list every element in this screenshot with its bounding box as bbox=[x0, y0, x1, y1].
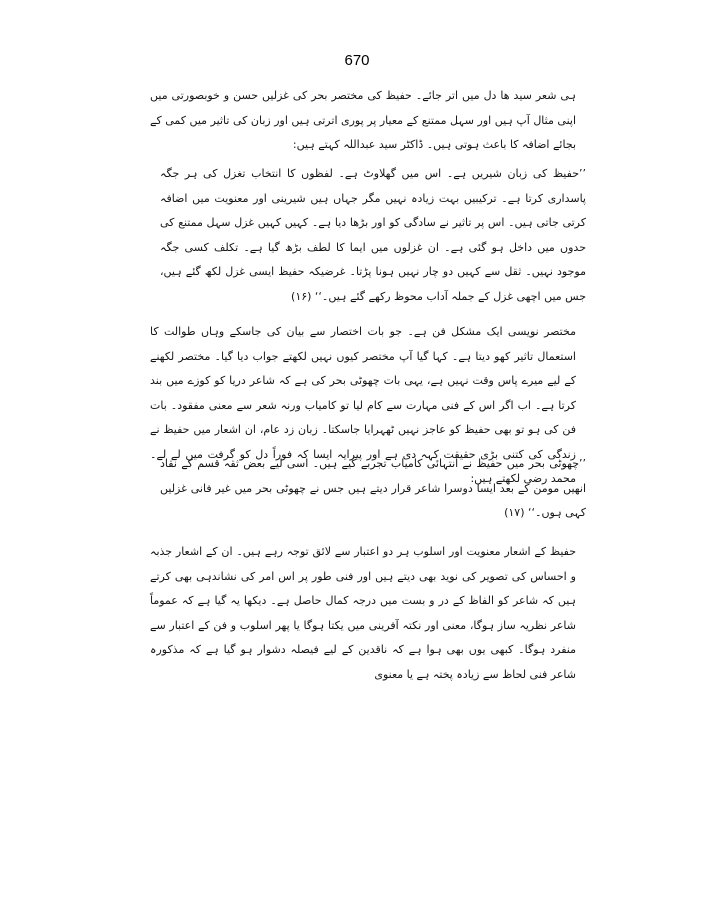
block-quote-2 bbox=[150, 452, 598, 526]
page-number: 670 bbox=[344, 52, 370, 69]
paragraph-text: حفیظ کے اشعار معنویت اور اسلوب ہر دو اعتبار سے لائق توجہ رہے ہیں۔ ان کے اشعار جذبہ و احساس کی تصویر کی نوید بھی دیتے ہیں اور فنی طور پر اس امر کی نشاندہی بھی کرتے ہیں کہ شاعر کو الفاظ کے در و بست میں درجہ کمال حاصل ہے۔ دیکھا یہ گیا ہے کہ عموماً شاعر نظریہ ساز ہوگا، معنی اور نکتہ آفرینی میں یکتا ہوگا یا پھر اسلوب و فن کے اعتبار سے منفرد ہوگا۔ کبھی یوں بھی ہوا ہے کہ ناقدین کے لیے فیصلہ دشوار ہو گیا ہے کہ مذکورہ شاعر فنی لحاظ سے زیادہ پختہ ہے یا معنوی bbox=[150, 545, 576, 681]
block-quote-1 bbox=[150, 162, 598, 309]
quote-text: ’’حفیظ کی زبان شیریں ہے۔ اس میں گھلاوٹ ہے۔ لفظوں کا انتخاب تغزل کی ہر جگہ پاسداری کرتا ہے۔ ترکیبیں بہت زیادہ نہیں مگر جہاں ہیں شیرینی اور معنویت میں اضافہ کرتی جاتی ہیں۔ اس پر تاثیر نے سادگی کو اور بڑھا دیا ہے۔ کہیں کہیں غزل سہل ممتنع کی حدوں میں داخل ہو گئی ہے۔ ان غزلوں میں ایما کا لطف بڑھ گیا ہے۔ تکلف کسی جگہ موجود نہیں۔ ثقل سے کہیں دو چار نہیں ہونا پڑتا۔ غرضیکہ حفیظ ایسی غزل لکھ گئے ہیں، جس میں اچھی غزل کے جملہ آداب محوظ رکھے گئے ہیں۔‘‘ (۱۶) bbox=[160, 167, 586, 303]
paragraph-text: مختصر نویسی ایک مشکل فن ہے۔ جو بات اختصار سے بیان کی جاسکے وہاں طوالت کا استعمال تاثیر کھو دیتا ہے۔ کہا گیا آپ مختصر کیوں نہیں لکھتے جواب دیا گیا۔ مختصر لکھنے کے لیے میرے پاس وقت نہیں ہے، یہی بات چھوٹی بحر کی ہے کہ شاعر دریا کو کوزے میں بند کرتا ہے۔ اب اگر اس کے فنی مہارت سے کام لیا تو کامیاب ورنہ شعر سے معنی مفقود۔ بات فن کی ہو تو بھی حفیظ کو عاجز نہیں ٹھہرایا جاسکتا۔ زبان زد عام، ان اشعار میں حفیظ نے زندگی کی کتنی بڑی حقیقت کہہ دی ہے اور پیرایہ ایسا کہ فوراً دل کو گرفت میں لے لے۔ محمد رضی لکھتے ہیں: bbox=[150, 325, 576, 485]
paragraph-text: ہی شعر سید ھا دل میں اتر جائے۔ حفیظ کی مختصر بحر کی غزلیں حسن و خوبصورتی میں اپنی مثال آپ ہیں اور سہل ممتنع کے معیار پر پوری اترتی ہیں اور زبان کی تاثیر میں کمی کے بجائے اضافہ کا باعث ہوتی ہیں۔ ڈاکٹر سید عبداللہ کہتے ہیں: bbox=[150, 89, 576, 151]
quote-text: ’’چھوٹی بحر میں حفیظ نے انتہائی کامیاب تجربے کیے ہیں۔ اسی لیے بعض ثقہ قسم کے نقاد انھیں مومن کے بعد ایسا دوسرا شاعر قرار دیتے ہیں جس نے چھوٹی بحر میں غیر فانی غزلیں کہی ہوں۔‘‘ (۱۷) bbox=[160, 457, 586, 519]
body-paragraph-3 bbox=[150, 540, 576, 687]
body-paragraph-1 bbox=[150, 84, 576, 158]
